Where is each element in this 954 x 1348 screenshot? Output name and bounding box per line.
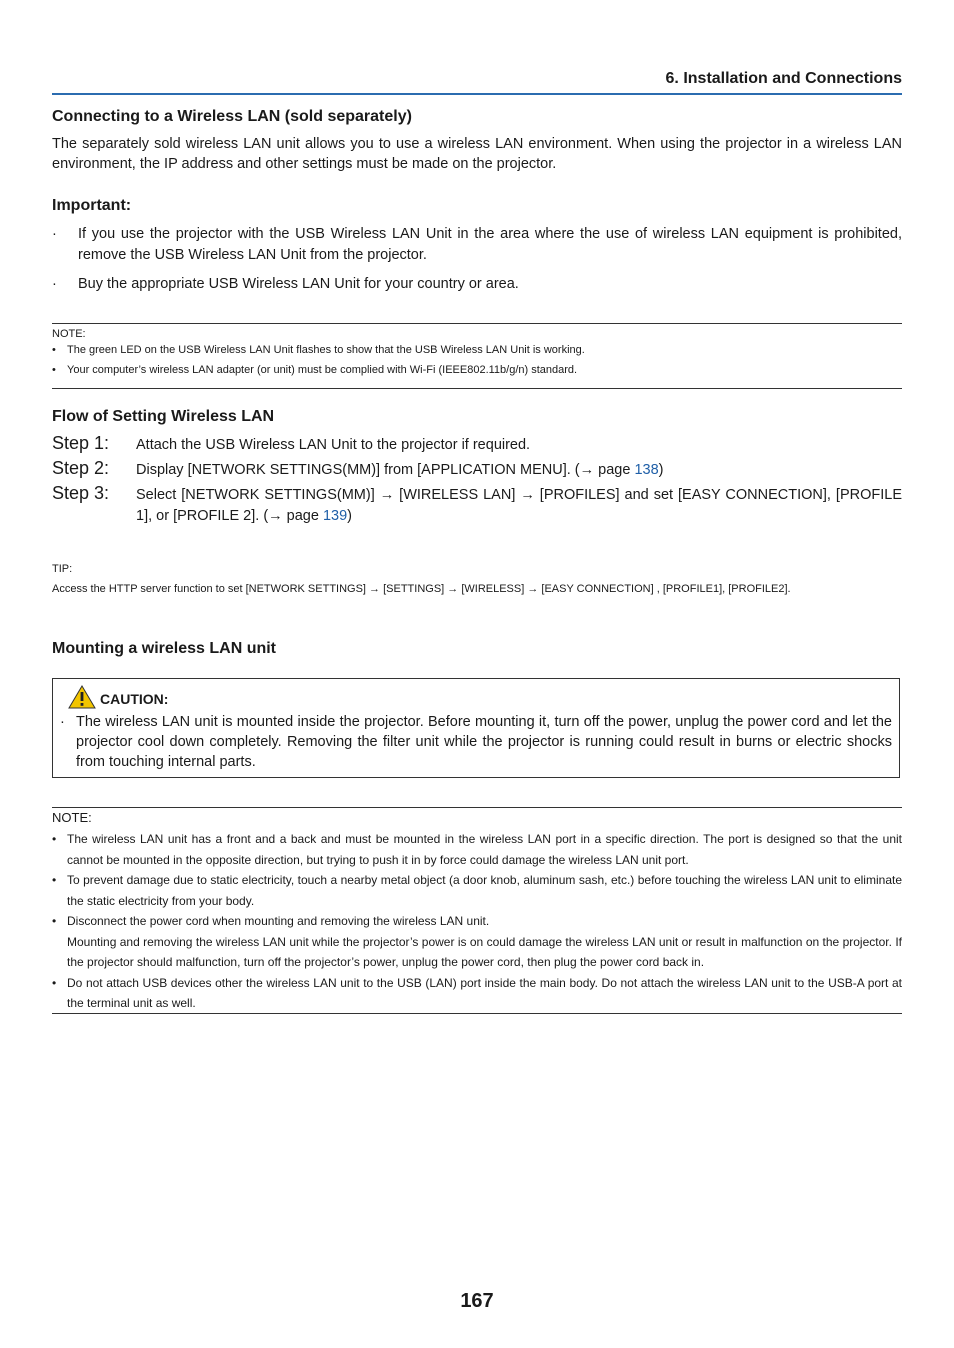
warning-triangle-icon — [68, 685, 100, 712]
tip-block — [52, 559, 902, 599]
note-item: • The wireless LAN unit has a front and a back and must be mounted in the wireless LAN port in a specific direction. The port is designed so that the unit cannot be mounted in the opposite direction, but trying to push it in by force could damage the wireless LAN unit port. — [52, 832, 902, 867]
note-item: • The green LED on the USB Wireless LAN Unit flashes to show that the USB Wireless LAN Unit is working. — [52, 344, 585, 356]
step-3: Step 3: Select [NETWORK SETTINGS(MM)] → [WIRELESS LAN] → [PROFILES] and set [EASY CONNECTION], [PROFILE 1], or [PROFILE 2]. (→ page 139) — [52, 483, 902, 524]
note-list — [52, 829, 902, 1014]
tip-text: Access the HTTP server function to set [NETWORK SETTINGS] → [SETTINGS] → [WIRELESS] → [EASY CONNECTION] , [PROFILE1], [PROFILE2]. — [52, 583, 791, 595]
step-label: Step 3: — [52, 483, 110, 503]
caution-box — [52, 678, 900, 778]
caution-label: CAUTION: — [100, 690, 169, 707]
header-rule — [52, 93, 902, 95]
section-title-wireless-lan: Connecting to a Wireless LAN (sold separately) — [52, 108, 412, 125]
note-item: • Your computer’s wireless LAN adapter (or unit) must be complied with Wi-Fi (IEEE802.11b/g/n) standard. — [52, 364, 578, 376]
note-item: • To prevent damage due to static electricity, touch a nearby metal object (a door knob, aluminum sash, etc.) before touching the wireless LAN unit to eliminate the static electricity from your body. — [52, 873, 902, 908]
note-label: NOTE: — [52, 328, 86, 340]
mounting-heading: Mounting a wireless LAN unit — [52, 640, 277, 657]
step-label: Step 1: — [52, 433, 110, 453]
important-heading: Important: — [52, 197, 132, 214]
caution-header — [60, 685, 892, 712]
bullet-dot: · — [52, 226, 57, 242]
page-link-139[interactable]: 139 — [322, 508, 348, 524]
note-label: NOTE: — [52, 810, 92, 825]
step-1: Step 1: Attach the USB Wireless LAN Unit to the projector if required. — [52, 433, 531, 453]
note-item: • Disconnect the power cord when mounting and removing the wireless LAN unit. Mounting and removing the wireless LAN unit while the projector’s power is on could damage the wireless LAN unit or result in malfunction on the projector. If the projector should malfunction, turn off the projector’s power, unplug the power cord, then plug the power cord back in. — [52, 914, 902, 969]
caution-text: · The wireless LAN unit is mounted inside the projector. Before mounting it, turn off the power, unplug the power cord and let the projector cool down completely. Removing the filter unit while the projector is running could result in burns or electric shocks from touching internal parts. — [60, 714, 892, 770]
setup-steps — [52, 435, 902, 531]
important-item: · If you use the projector with the USB Wireless LAN Unit in the area where the use of wireless LAN equipment is prohibited, remove the USB Wireless LAN Unit from the projector. — [52, 226, 902, 263]
bullet-dot: · — [52, 276, 57, 292]
page-number: 167 — [460, 1290, 494, 1312]
note-box-mounting — [52, 807, 902, 1014]
page-link-138[interactable]: 138 — [634, 462, 659, 478]
chapter-header: 6. Installation and Connections — [665, 70, 902, 87]
tip-label: TIP: — [52, 563, 73, 575]
important-list — [52, 224, 902, 303]
note-item: • Do not attach USB devices other the wireless LAN unit to the USB (LAN) port inside the main body. Do not attach the wireless LAN unit to the USB-A port at the terminal unit as well. — [52, 975, 902, 1010]
section-intro: The separately sold wireless LAN unit allows you to use a wireless LAN environment. When using the projector in a wireless LAN environment, the IP address and other settings must be made on the projector. — [52, 136, 902, 172]
important-item: · Buy the appropriate USB Wireless LAN Unit for your country or area. — [52, 274, 902, 295]
step-label: Step 2: — [52, 458, 110, 478]
note-list — [52, 340, 902, 380]
flow-heading: Flow of Setting Wireless LAN — [52, 408, 275, 425]
note-box-led — [52, 323, 902, 389]
step-2: Step 2: Display [NETWORK SETTINGS(MM)] from [APPLICATION MENU]. (→ page 138) — [52, 458, 664, 478]
